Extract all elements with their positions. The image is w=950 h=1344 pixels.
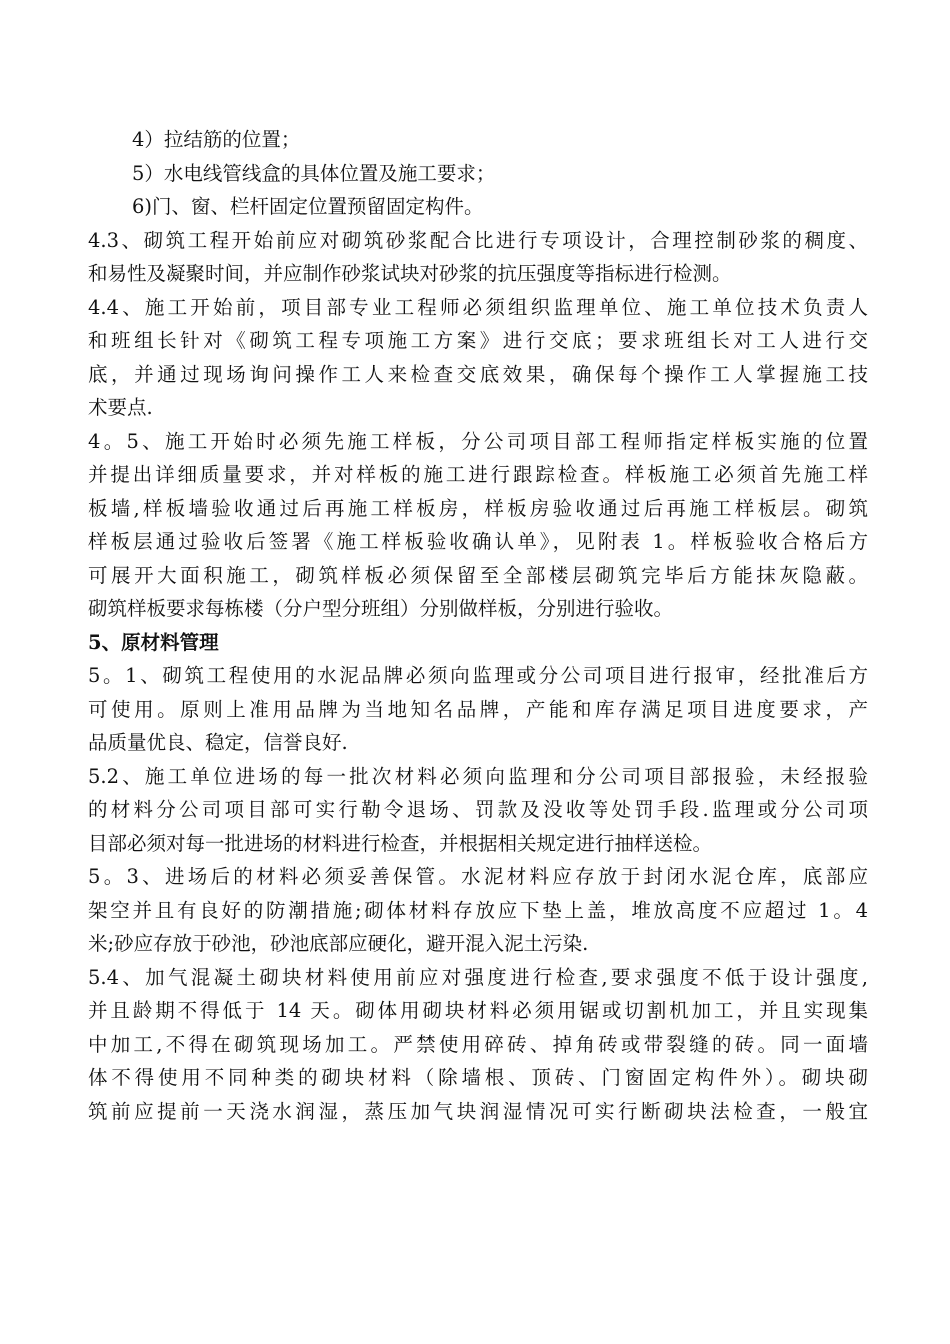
list-item: 6)门、窗、栏杆固定位置预留固定构件。: [132, 195, 484, 218]
paragraph-line: 底，并通过现场询问操作工人来检查交底效果，确保每个操作工人掌握施工技: [88, 362, 868, 386]
paragraph-line: 和易性及凝聚时间，并应制作砂浆试块对砂浆的抗压强度等指标进行检测。: [88, 262, 732, 285]
paragraph-line: 可使用。原则上准用品牌为当地知名品牌，产能和库存满足项目进度要求，产: [88, 697, 868, 721]
paragraph-line: 术要点.: [88, 396, 153, 419]
paragraph-line: 筑前应提前一天浇水润湿，蒸压加气块润湿情况可实行断砌块法检查，一般宜: [88, 1099, 868, 1123]
paragraph-line: 5.2、施工单位进场的每一批次材料必须向监理和分公司项目部报验，未经报验: [88, 764, 868, 788]
paragraph-line: 砌筑样板要求每栋楼（分户型分班组）分别做样板，分别进行验收。: [88, 597, 674, 620]
paragraph-line: 米;砂应存放于砂池，砂池底部应硬化，避开混入泥土污染.: [88, 932, 589, 955]
paragraph-line: 体不得使用不同种类的砌块材料（除墙根、顶砖、门窗固定构件外）。砌块砌: [88, 1066, 868, 1089]
paragraph-line: 的材料分公司项目部可实行勒令退场、罚款及没收等处罚手段.监理或分公司项: [88, 798, 868, 821]
document-body: [88, 123, 868, 1128]
paragraph-line: 品质量优良、稳定，信誉良好.: [88, 731, 348, 754]
paragraph-line: 5.4、加气混凝土砌块材料使用前应对强度进行检查,要求强度不低于设计强度,: [88, 965, 868, 989]
list-item: 4）拉结筋的位置；: [132, 128, 301, 151]
paragraph-line: 4.3、砌筑工程开始前应对砌筑砂浆配合比进行专项设计，合理控制砂浆的稠度、: [88, 228, 868, 252]
section-heading: 5、原材料管理: [88, 630, 219, 654]
paragraph-line: 可展开大面积施工，砌筑样板必须保留至全部楼层砌筑完毕后方能抹灰隐蔽。: [88, 563, 868, 587]
paragraph-line: 并提出详细质量要求，并对样板的施工进行跟踪检查。样板施工必须首先施工样: [88, 463, 868, 486]
paragraph-line: 4.4、施工开始前，项目部专业工程师必须组织监理单位、施工单位技术负责人: [88, 295, 868, 319]
paragraph-line: 架空并且有良好的防潮措施;砌体材料存放应下垫上盖，堆放高度不应超过 1。4: [88, 898, 868, 922]
paragraph-line: 和班组长针对《砌筑工程专项施工方案》进行交底；要求班组长对工人进行交: [88, 329, 868, 352]
paragraph-line: 中加工,不得在砌筑现场加工。严禁使用碎砖、掉角砖或带裂缝的砖。同一面墙: [88, 1032, 868, 1056]
paragraph-line: 4。5、施工开始时必须先施工样板，分公司项目部工程师指定样板实施的位置: [88, 429, 868, 453]
paragraph-line: 板墙,样板墙验收通过后再施工样板房，样板房验收通过后再施工样板层。砌筑: [88, 496, 868, 520]
paragraph-line: 样板层通过验收后签署《施工样板验收确认单》，见附表 1。样板验收合格后方: [88, 530, 868, 553]
paragraph-line: 目部必须对每一批进场的材料进行检查，并根据相关规定进行抽样送检。: [88, 831, 713, 855]
list-item: 5）水电线管线盒的具体位置及施工要求；: [132, 161, 496, 185]
paragraph-line: 5。3、进场后的材料必须妥善保管。水泥材料应存放于封闭水泥仓库，底部应: [88, 865, 868, 888]
paragraph-line: 并且龄期不得低于 14 天。砌体用砌块材料必须用锯或切割机加工，并且实现集: [88, 999, 868, 1022]
paragraph-line: 5。1、砌筑工程使用的水泥品牌必须向监理或分公司项目进行报审，经批准后方: [88, 664, 868, 687]
